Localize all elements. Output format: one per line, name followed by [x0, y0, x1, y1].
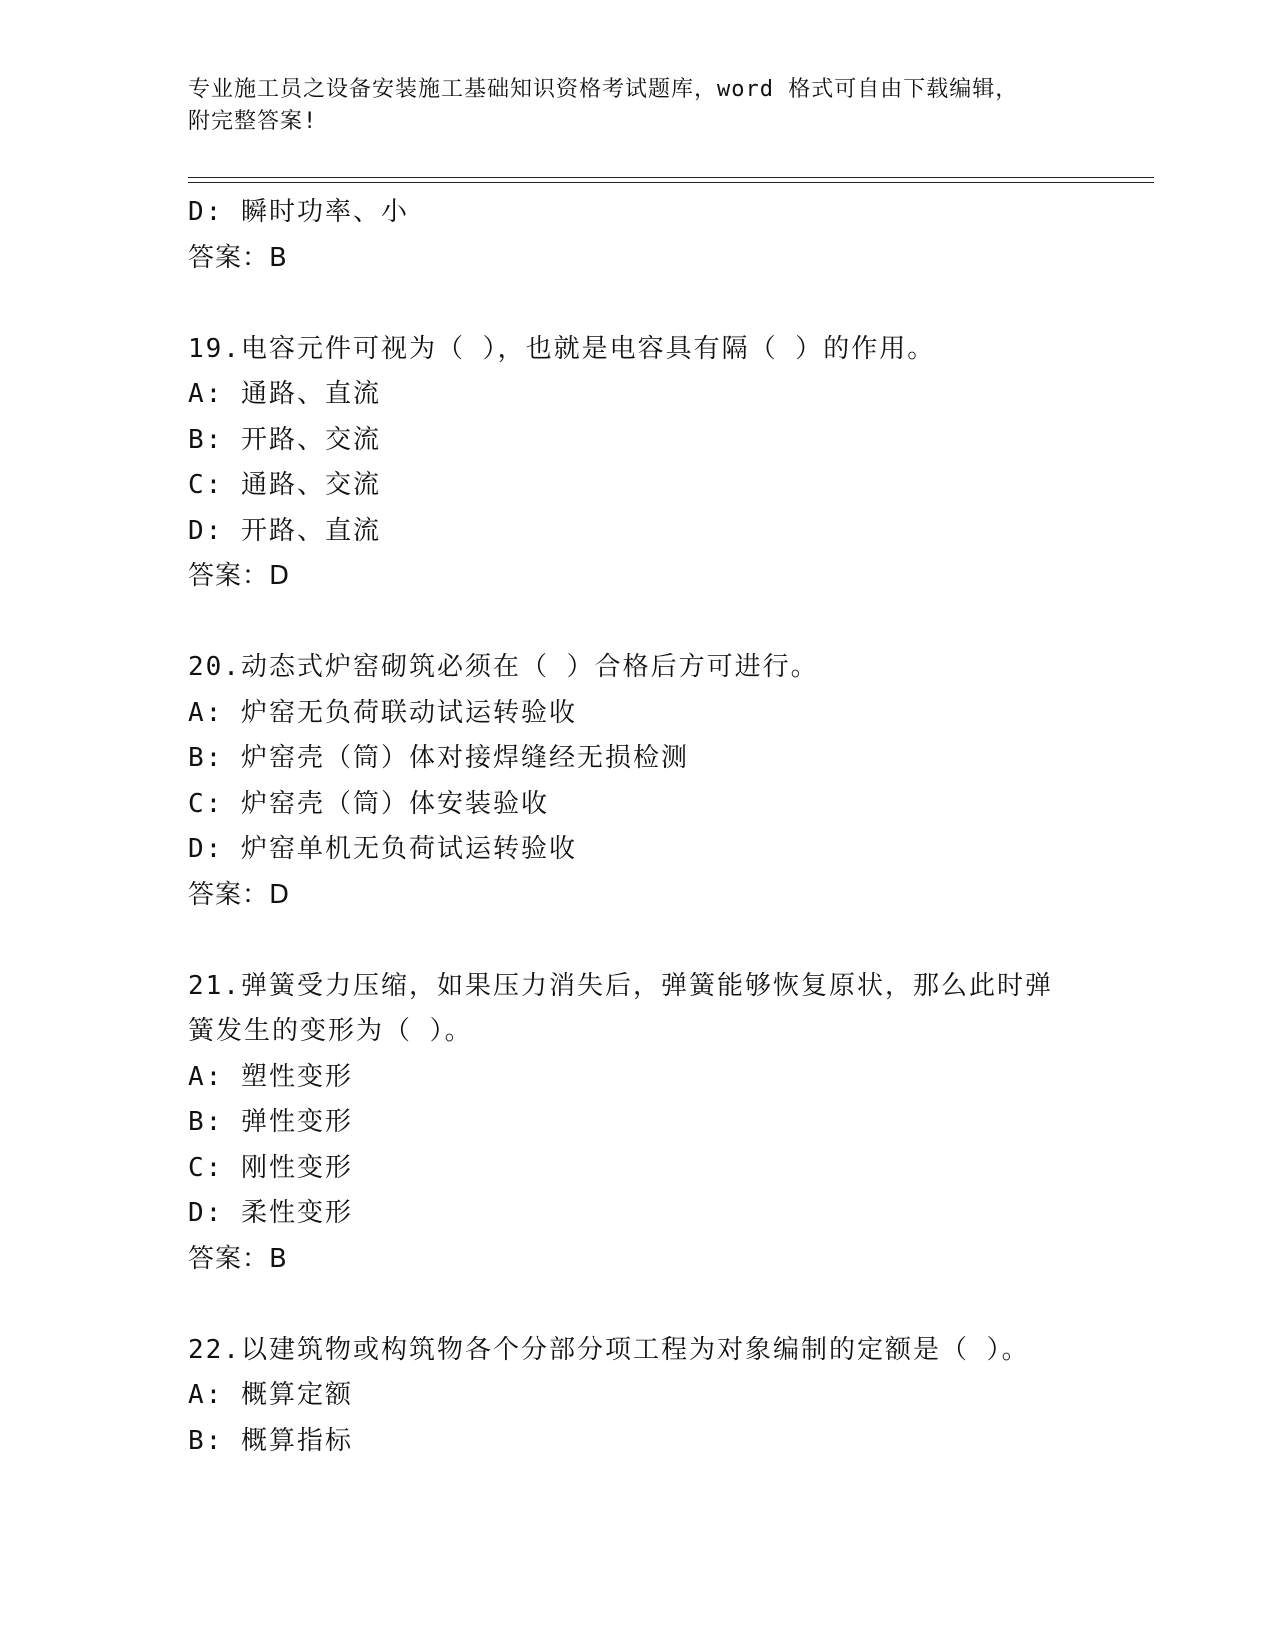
option-b: B: 弹性变形	[188, 1107, 353, 1137]
option-a: A: 炉窑无负荷联动试运转验收	[188, 697, 577, 728]
question-list	[188, 190, 1154, 1464]
question-text-line-1: 21.弹簧受力压缩，如果压力消失后，弹簧能够恢复原状，那么此时弹	[188, 970, 1053, 1001]
option-a: A: 通路、直流	[188, 379, 381, 409]
option-c: C: 炉窑壳（筒）体安装验收	[188, 788, 549, 819]
answer: 答案：D	[188, 879, 291, 910]
answer: 答案：B	[188, 242, 288, 273]
question-block-19	[188, 327, 1154, 600]
header-rule-bottom	[188, 182, 1154, 183]
option-b: B: 概算指标	[188, 1425, 353, 1456]
option-b: B: 炉窑壳（筒）体对接焊缝经无损检测	[188, 743, 689, 773]
header-line-2: 附完整答案!	[188, 109, 318, 134]
question-text: 20.动态式炉窑砌筑必须在（ ）合格后方可进行。	[188, 652, 819, 682]
question-text-line-2: 簧发生的变形为（ ）。	[188, 1016, 473, 1046]
option-d: D: 柔性变形	[188, 1198, 353, 1228]
question-text: 22.以建筑物或构筑物各个分部分项工程为对象编制的定额是（ ）。	[188, 1334, 1030, 1365]
question-text: 19.电容元件可视为（ ），也就是电容具有隔（ ）的作用。	[188, 333, 936, 364]
header-rule-top	[188, 177, 1154, 178]
question-block-20	[188, 645, 1154, 918]
question-block-22	[188, 1328, 1154, 1465]
option-a: A: 概算定额	[188, 1380, 353, 1410]
option-c: C: 通路、交流	[188, 470, 381, 500]
option-c: C: 刚性变形	[188, 1152, 353, 1183]
answer: 答案：D	[188, 561, 291, 591]
option-d: D: 炉窑单机无负荷试运转验收	[188, 834, 577, 864]
option-a: A: 塑性变形	[188, 1061, 353, 1092]
option-d: D: 瞬时功率、小	[188, 197, 409, 227]
document-header	[188, 74, 1068, 138]
answer: 答案：B	[188, 1243, 288, 1274]
option-d: D: 开路、直流	[188, 515, 381, 546]
question-block-18	[188, 190, 1154, 281]
header-line-1: 专业施工员之设备安装施工基础知识资格考试题库，word 格式可自由下载编辑，	[188, 77, 1019, 102]
question-block-21	[188, 964, 1154, 1283]
option-b: B: 开路、交流	[188, 424, 381, 455]
